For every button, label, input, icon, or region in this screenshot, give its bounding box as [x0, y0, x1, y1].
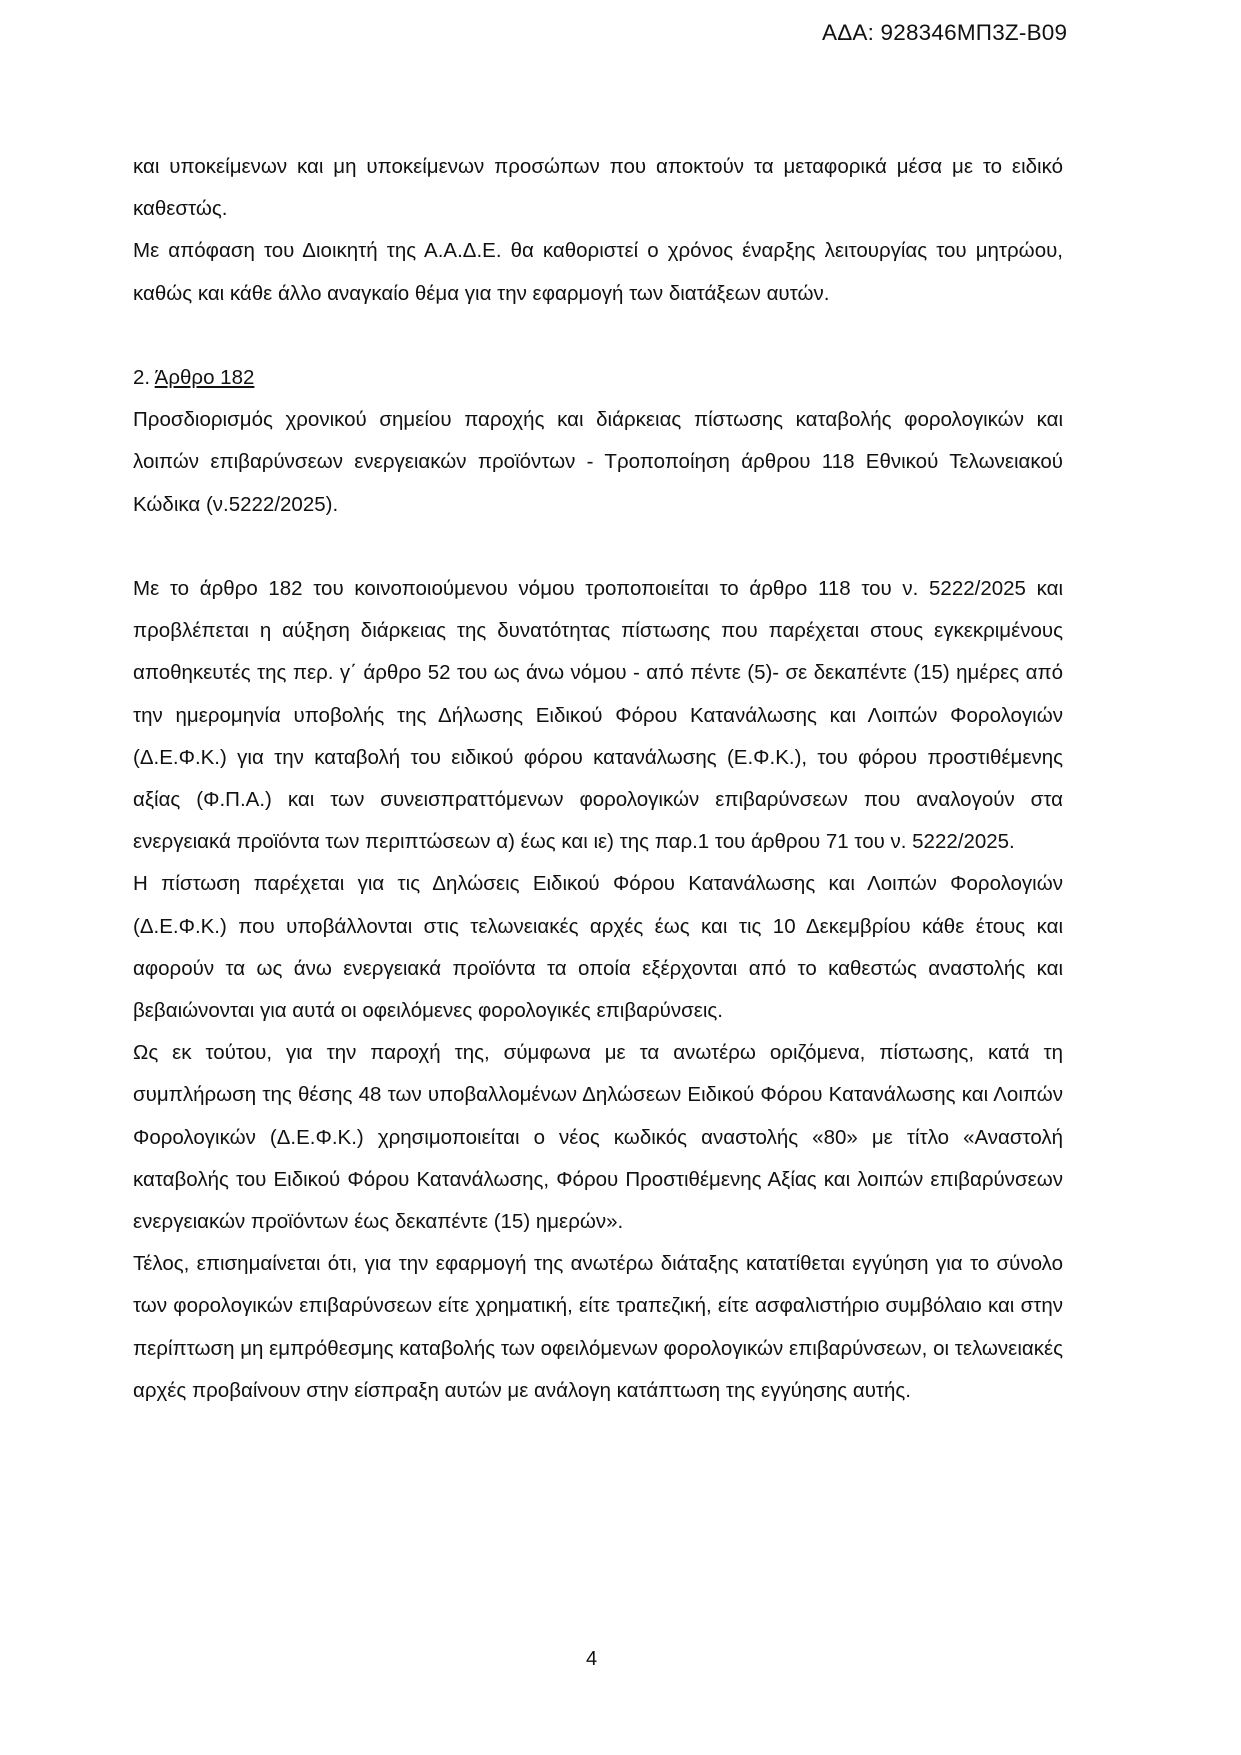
body-paragraph: Η πίστωση παρέχεται για τις Δηλώσεις Ειδικού Φόρου Κατανάλωσης και Λοιπών Φορολογιών (Δ.Ε.Φ.Κ.) που υποβάλλονται στις τελωνειακές αρχές έως και τις 10 Δεκεμβρίου κάθε έτους και αφορούν τα ως άνω ενεργειακά προϊόντα τα οποία εξέρχονται από το καθεστώς αναστολής και βεβαιώνονται για αυτά οι οφειλόμενες φορολογικές επιβαρύνσεις. [133, 872, 1063, 1023]
spacer [133, 315, 1063, 357]
body-paragraph: Ως εκ τούτου, για την παροχή της, σύμφωνα με τα ανωτέρω οριζόμενα, πίστωσης, κατά τη συμπλήρωση της θέσης 48 των υποβαλλομένων Δηλώσεων Ειδικού Φόρου Κατανάλωσης και Λοιπών Φορολογικών (Δ.Ε.Φ.Κ.) χρησιμοποιείται ο νέος κωδικός αναστολής «80» με τίτλο «Αναστολή καταβολής του Ειδικού Φόρου Κατανάλωσης, Φόρου Προστιθέμενης Αξίας και λοιπών επιβαρύνσεων ενεργειακών προϊόντων έως δεκαπέντε (15) ημερών». [133, 1041, 1063, 1234]
spacer [133, 526, 1063, 568]
section-title: Άρθρο 182 [154, 366, 255, 389]
section-subtitle: Προσδιορισμός χρονικού σημείου παροχής και διάρκειας πίστωσης καταβολής φορολογικών και λοιπών επιβαρύνσεων ενεργειακών προϊόντων - Τροποποίηση άρθρου 118 Εθνικού Τελωνειακού Κώδικα (ν.5222/2025). [133, 408, 1063, 516]
page-number: 4 [586, 1648, 598, 1670]
ada-identifier: ΑΔΑ: 928346ΜΠ3Ζ-Β09 [822, 20, 1068, 45]
document-body [133, 146, 1063, 1412]
paragraph-intro-2: Με απόφαση του Διοικητή της Α.Α.Δ.Ε. θα καθοριστεί ο χρόνος έναρξης λειτουργίας του μητρώου, καθώς και κάθε άλλο αναγκαίο θέμα για την εφαρμογή των διατάξεων αυτών. [133, 239, 1063, 305]
body-paragraph: Με το άρθρο 182 του κοινοποιούμενου νόμου τροποποιείται το άρθρο 118 του ν. 5222/2025 και προβλέπεται η αύξηση διάρκειας της δυνατότητας πίστωσης που παρέχεται στους εγκεκριμένους αποθηκευτές της περ. γ΄ άρθρο 52 του ως άνω νόμου - από πέντε (5)- σε δεκαπέντε (15) ημέρες από την ημερομηνία υποβολής της Δήλωσης Ειδικού Φόρου Κατανάλωσης και Λοιπών Φορολογιών (Δ.Ε.Φ.Κ.) για την καταβολή του ειδικού φόρου κατανάλωσης (Ε.Φ.Κ.), του φόρου προστιθέμενης αξίας (Φ.Π.Α.) και των συνεισπραττόμενων φορολογικών επιβαρύνσεων που αναλογούν στα ενεργειακά προϊόντα των περιπτώσεων α) έως και ιε) της παρ.1 του άρθρου 71 του ν. 5222/2025. [133, 577, 1063, 854]
body-paragraph: Τέλος, επισημαίνεται ότι, για την εφαρμογή της ανωτέρω διάταξης κατατίθεται εγγύηση για το σύνολο των φορολογικών επιβαρύνσεων είτε χρηματική, είτε τραπεζική, είτε ασφαλιστήριο συμβόλαιο και στην περίπτωση μη εμπρόθεσμης καταβολής των οφειλόμενων φορολογικών επιβαρύνσεων, οι τελωνειακές αρχές προβαίνουν στην είσπραξη αυτών με ανάλογη κατάπτωση της εγγύησης αυτής. [133, 1252, 1063, 1402]
section-heading [133, 357, 1063, 399]
section-number: 2. [133, 366, 155, 389]
paragraph-intro-1: και υποκείμενων και μη υποκείμενων προσώπων που αποκτούν τα μεταφορικά μέσα με το ειδικό καθεστώς. [133, 155, 1063, 221]
